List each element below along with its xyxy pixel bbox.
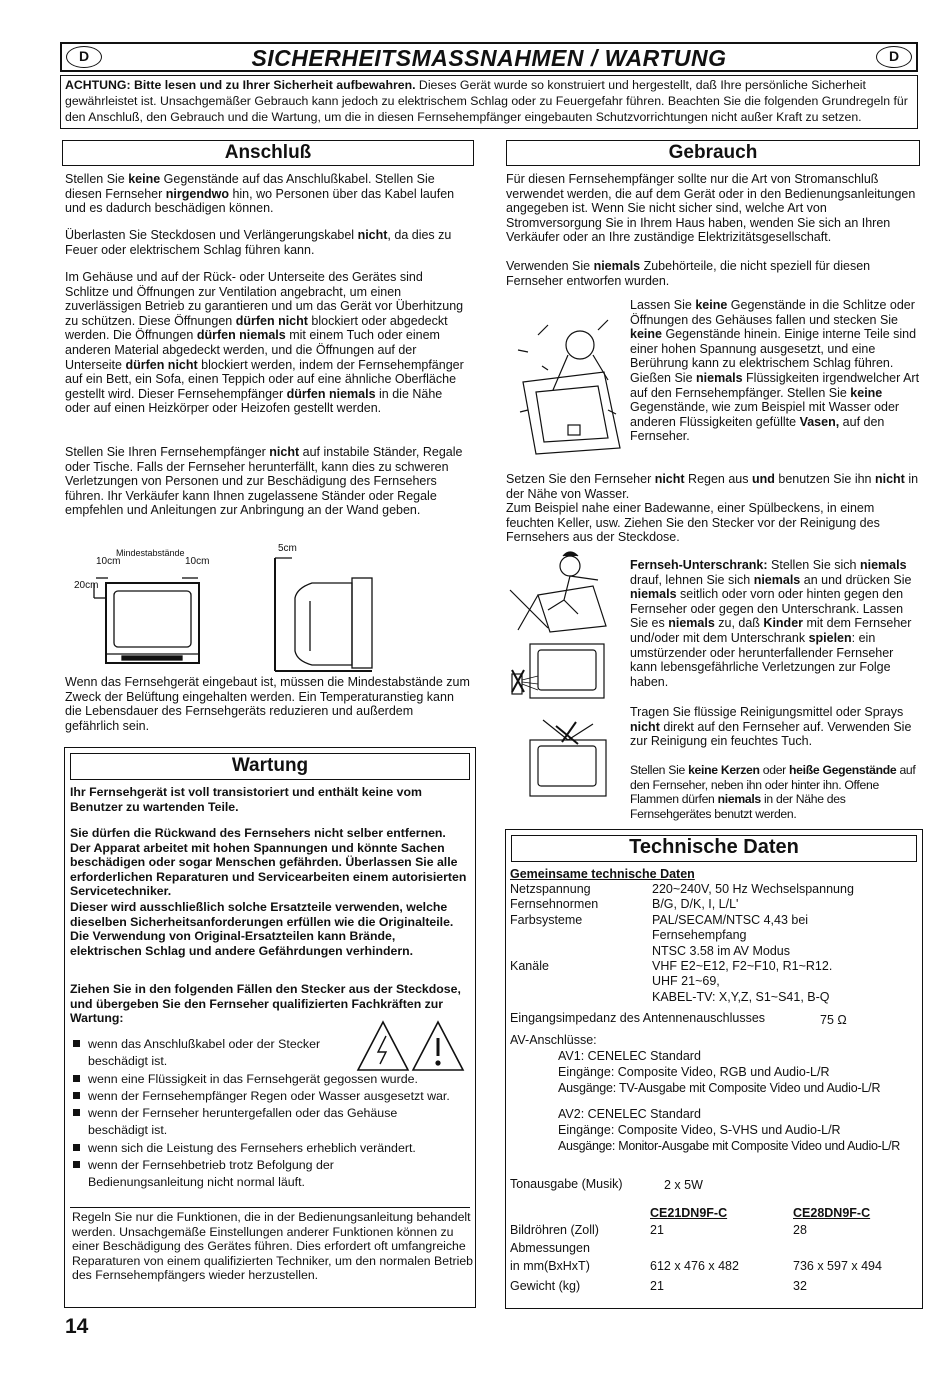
anschluss-paragraph-4: Stellen Sie Ihren Fernsehempfänger nicht auf instabile Ständer, Regale oder Tische. Falls der Fernseher herunterfällt, kann dies zu schweren Verletzungen von Personen und zur Beschädigung des Fernsehers führen. Ihr Verkäufer kann Ihnen zugelassene Ständer oder Regale empfehlen und Anleitungen zur Anbringung an der Wand geben. <box>65 445 463 518</box>
gebrauch-paragraph-2: Verwenden Sie niemals Zubehörteile, die nicht speziell für diesen Fernseher entworfen wurden. <box>506 259 871 288</box>
wartung-divider <box>70 1207 470 1209</box>
wartung-parts: Dieser wird ausschließlich solche Ersatzteile verwenden, welche dieselben Sicherheitsanforderungen erfüllen wie die Originalteile. Die Verwendung von Original-Ersatzteilen kann Brände, elektrischen Schlag und andere Gefährdungen verhindern. <box>70 900 454 958</box>
gebrauch-paragraph-3: Lassen Sie keine Gegenstände in die Schlitze oder Öffnungen des Gehäuses fallen und stecken Sie keine Gegenstände hinein. Einige interne Teile sind einer hohen Spannung ausgesetzt, und eine Berührung kann zu elektrischem Schlag führen. Gießen Sie niemals Flüssigkeiten irgendwelcher Art auf den Fernsehempfänger. Stellen Sie keine Gegenstände, wie zum Beispiel mit Wasser oder anderen Flüssigkeiten gefüllte Vasen, auf den Fernseher. <box>630 298 920 444</box>
table-row: Bildröhren (Zoll) 21 28 <box>510 1223 807 1237</box>
section-title-wartung: Wartung <box>70 753 470 780</box>
anschluss-paragraph-5: Wenn das Fernsehgerät eingebaut ist, müssen die Mindestabstände zum Zweck der Belüftung eingehalten werden. Ein Temperaturanstieg kann die Lebensdauer des Fernsehgeräts reduzieren und außerdem gefährlich sein. <box>65 675 470 733</box>
list-item: wenn das Anschlußkabel oder der Stecker beschädigt ist. <box>72 1036 358 1071</box>
table-row: Farbsysteme PAL/SECAM/NTSC 4,43 bei <box>510 912 809 927</box>
model-b-heading: CE28DN9F-C <box>793 1206 871 1220</box>
av2-block: AV2: CENELEC Standard Eingänge: Composite Video, S-VHS und Audio-L/R Ausgänge: Monitor-Ausgabe mit Composite Video und Audio-L/R <box>558 1107 901 1153</box>
language-badge-left: D <box>66 46 102 68</box>
language-badge-right: D <box>876 46 912 68</box>
impedance-label: Eingangsimpedanz des Antennenauschlusses <box>510 1011 766 1025</box>
warning-triangle-icon <box>356 1018 466 1074</box>
gebrauch-paragraph-4b: Zum Beispiel nahe einer Badewanne, einer Spülbeckens, in einem feuchten Keller, usw. Ziehen Sie den Stecker vor der Reinigung des Fernsehers aus der Steckdose. <box>506 501 880 545</box>
tech-subtitle: Gemeinsame technische Daten <box>510 867 695 881</box>
spray-illustration <box>508 640 608 702</box>
table-row: NTSC 3.58 im AV Modus <box>652 943 791 958</box>
list-item: wenn der Fernsehbetrieb trotz Befolgung der Bedienungsanleitung nicht normal läuft. <box>72 1157 418 1192</box>
table-row: Gewicht (kg) 21 32 <box>510 1279 807 1293</box>
warning-box <box>60 75 918 129</box>
table-row: Fernsehnormen B/G, D/K, I, L/L' <box>510 897 739 912</box>
model-table <box>510 1221 920 1297</box>
page-number: 14 <box>65 1315 89 1338</box>
anschluss-paragraph-2: Überlasten Sie Steckdosen und Verlängerungskabel nicht, da dies zu Feuer oder elektrischem Schlag führen kann. <box>65 228 452 257</box>
diagram-dist-left: 10cm <box>96 556 121 567</box>
list-item: wenn eine Flüssigkeit in das Fernsehgerät gegossen wurde. <box>72 1071 472 1088</box>
candle-illustration <box>528 718 608 802</box>
warning-lead: ACHTUNG: Bitte lesen und zu Ihrer Sicherheit aufbewahren. <box>65 78 416 92</box>
section-title-gebrauch: Gebrauch <box>506 140 920 166</box>
diagram-title: Mindestabstände <box>116 548 185 558</box>
table-row: Abmessungen <box>510 1241 590 1255</box>
section-title-anschluss: Anschluß <box>62 140 474 166</box>
anschluss-paragraph-1: Stellen Sie keine Gegenstände auf das Anschlußkabel. Stellen Sie diesen Fernseher nirgendwo hin, wo Personen über das Kabel laufen und es dadurch beschädigen können. <box>65 172 455 216</box>
diagram-dist-right: 10cm <box>185 556 210 567</box>
gebrauch-paragraph-1: Für diesen Fernsehempfänger sollte nur die Art von Stromanschluß verwendet werden, die auf dem Gerät oder in den Bedienungsanleitungen angegeben ist. Wenn Sie nicht sicher sind, welche Art von Stromversorgung Sie in Ihrem Haus haben, wenden Sie sich an Ihren Verkäufer oder an Ihre zuständige Elektrizitätsgesellschaft. <box>506 172 916 245</box>
model-a-heading: CE21DN9F-C <box>650 1206 728 1220</box>
objects-in-tv-illustration <box>508 310 626 455</box>
wartung-intro: Ihr Fernsehgerät ist voll transistoriert und enthält keine vom Benutzer zu wartenden Teile. <box>70 785 422 814</box>
list-item: wenn der Fernsehempfänger Regen oder Wasser ausgesetzt war. <box>72 1088 472 1105</box>
gebrauch-paragraph-4: Setzen Sie den Fernseher nicht Regen aus und benutzen Sie ihn nicht in der Nähe von Wasser. <box>506 472 919 501</box>
gebrauch-paragraph-6: Tragen Sie flüssige Reinigungsmittel oder Sprays nicht direkt auf den Fernseher auf. Verwenden Sie zur Reinigung ein feuchtes Tuch. <box>630 705 912 749</box>
anschluss-paragraph-3: Im Gehäuse und auf der Rück- oder Unterseite des Gerätes sind Schlitze und Öffnungen zur Ventilation angebracht, um einen zuverlässigen Betrieb zu garantieren und um das Gerät vor Überhitzung zu schützen. Diese Öffnungen dürfen nicht blockiert oder abgedeckt werden. Die Öffnungen dürfen niemals mit einem Tuch oder einem anderen Material abgedeckt werden, und die Öffnungen auf der Unterseite dürfen nicht blockiert werden, indem der Fernsehempfänger auf ein Bett, ein Sofa, einen Teppich oder auf eine ähnliche Oberfläche gestellt wird. Dieser Fernsehempfänger dürfen niemals in die Nähe oder auf einen Heizkörper oder Heizofen gestellt werden. <box>65 270 464 416</box>
ventilation-diagram <box>72 543 372 673</box>
audio-value: 2 x 5W <box>664 1178 703 1192</box>
diagram-dist-back: 5cm <box>278 543 297 554</box>
list-item: wenn sich die Leistung des Fernsehers erheblich verändert. <box>72 1140 472 1157</box>
wartung-warning: Sie dürfen die Rückwand des Fernsehers nicht selber entfernen. Der Apparat arbeitet mit hohen Spannungen und könnte Sachen beschädigen oder sogar Menschen gefährden. Überlassen Sie alle erforderlichen Reparaturen und Servicearbeiten einem autorisierten Servicetechniker. <box>70 826 467 899</box>
audio-label: Tonausgabe (Musik) <box>510 1177 623 1191</box>
child-on-cabinet-illustration <box>508 550 626 634</box>
diagram-dist-top: 20cm <box>74 580 99 591</box>
header-bar <box>60 42 918 72</box>
table-row: Fernsehempfang <box>652 928 747 943</box>
table-row: Kanäle VHF E2~E12, F2~F10, R1~R12. <box>510 959 833 974</box>
table-row: in mm(BxHxT) 612 x 476 x 482 736 x 597 x 494 <box>510 1259 882 1273</box>
wartung-unplug: Ziehen Sie in den folgenden Fällen den Stecker aus der Steckdose, und übergeben Sie den Fernseher qualifizierten Fachkräften zur Wartung: <box>70 982 461 1026</box>
list-item: wenn der Fernseher heruntergefallen oder das Gehäuse beschädigt ist. <box>72 1105 418 1140</box>
gebrauch-paragraph-5: Fernseh-Unterschrank: Stellen Sie sich niemals drauf, lehnen Sie sich niemals an und drücken Sie niemals seitlich oder vorn oder hinten gegen den Fernseher oder gegen den Unterschrank. Lassen Sie es niemals zu, daß Kinder mit dem Fernseher und/oder mit dem Unterschrank spielen: ein umstürzender oder herunterfallender Fernseher kann lebensgefährliche Verletzungen zur Folge haben. <box>630 558 912 689</box>
section-title-tech: Technische Daten <box>511 835 917 862</box>
table-row: UHF 21~69, <box>652 974 720 989</box>
av1-block: AV1: CENELEC Standard Eingänge: Composite Video, RGB und Audio-L/R Ausgänge: TV-Ausgabe mit Composite Video und Audio-L/R <box>558 1049 881 1095</box>
tech-spec-table <box>510 882 920 1005</box>
warning-text: Dieses Gerät wurde so konstruiert und hergestellt, daß Ihre persönliche Sicherheit gewährleistet ist. Unsachgemäßer Gebrauch kann jedoch zu elektrischem Schlag oder zu Feuergefahr führen. Beachten Sie die folgenden Grundregeln für den Anschluß, den Gebrauch und die Wartung, um die in diesen Fernsehempfänger eingebauten Schutzvorrichtungen nicht außer Kraft zu setzen. <box>65 78 908 124</box>
wartung-footer: Regeln Sie nur die Funktionen, die in der Bedienungsanleitung behandelt werden. Unsachgemäße Einstellungen anderer Funktionen können zu einer Beschädigung des Gerätes führen. Dies erfordert oft umfangreiche Reparaturen von einem qualifizierten Techniker, um den normalen Betrieb des Fernsehempfängers wieder herzustellen. <box>72 1210 474 1283</box>
impedance-value: 75 Ω <box>820 1013 847 1027</box>
page-title: SICHERHEITSMASSNAHMEN / WARTUNG <box>251 45 727 71</box>
gebrauch-paragraph-7: Stellen Sie keine Kerzen oder heiße Gegenstände auf den Fernseher, neben ihn oder hinter ihn. Offene Flammen dürfen niemals in der Nähe des Fernsehgerätes benutzt werden. <box>630 763 916 821</box>
table-row: Netzspannung 220~240V, 50 Hz Wechselspannung <box>510 882 854 896</box>
av-label: AV-Anschlüsse: <box>510 1033 597 1047</box>
table-row: KABEL-TV: X,Y,Z, S1~S41, B-Q <box>652 989 830 1004</box>
tv-clearance-illustration <box>72 543 372 673</box>
